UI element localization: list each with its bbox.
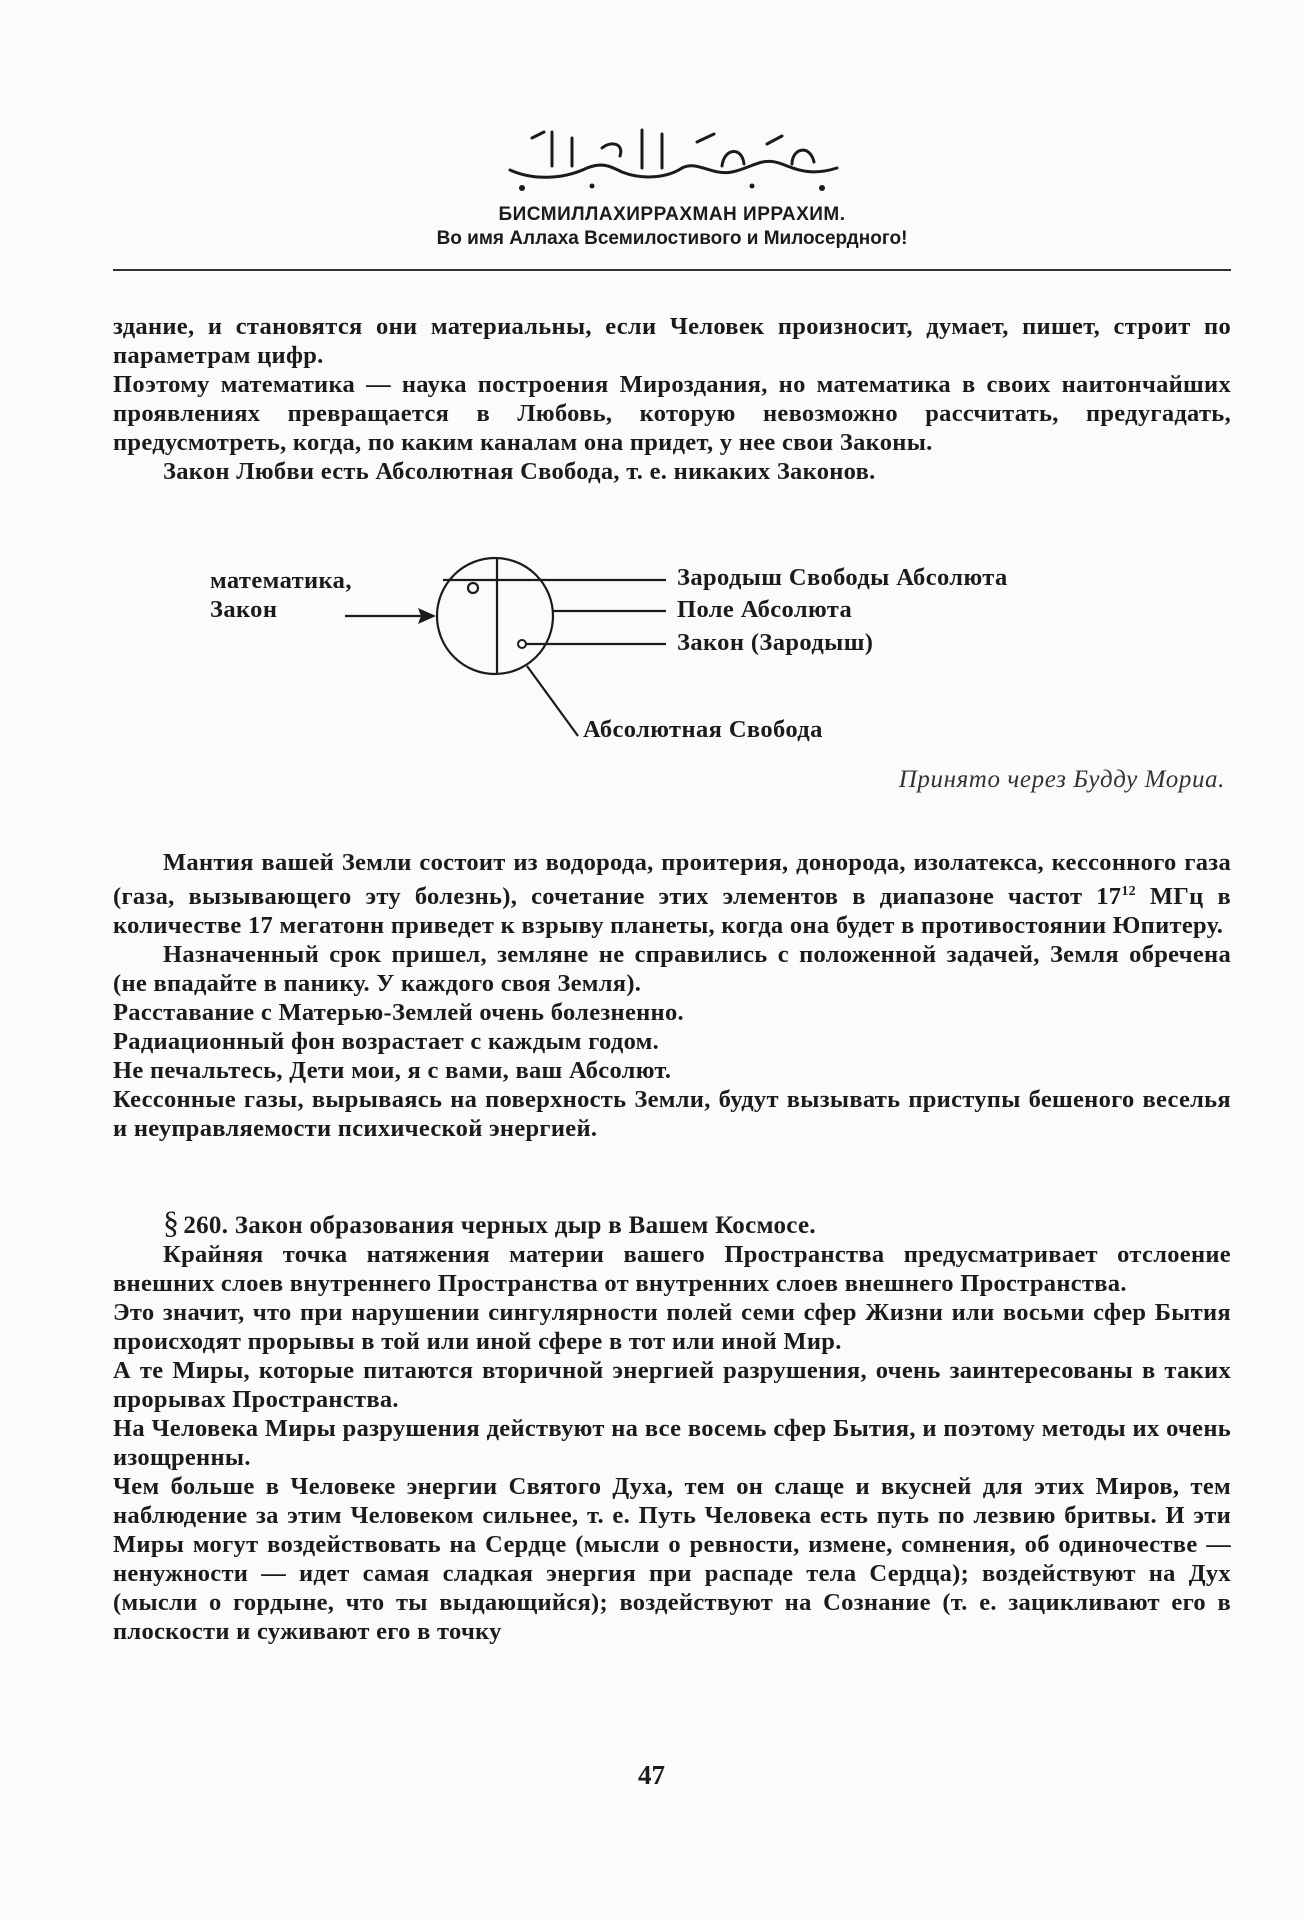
section-260 — [113, 1204, 1231, 1646]
section-symbol: § — [163, 1204, 180, 1240]
basmala-calligraphy — [492, 118, 852, 198]
paragraph: Радиационный фон возрастает с каждым годом. — [113, 1028, 660, 1056]
section-heading — [113, 1204, 1231, 1240]
paragraph: Это значит, что при нарушении сингулярности полей семи сфер Жизни или восьми сфер Бытия происходят прорывы в той или иной сфере в тот или иной Мир. — [113, 1299, 1231, 1355]
header-divider — [113, 269, 1231, 271]
text-block-intro — [113, 312, 1231, 486]
line-absolute-freedom — [527, 666, 578, 736]
header-subtitle: Во имя Аллаха Всемилостивого и Милосердного! — [436, 228, 908, 249]
superscript-exponent: 12 — [1121, 884, 1136, 899]
page-number: 47 — [638, 1760, 665, 1790]
embryo-freedom-dot — [468, 583, 478, 593]
paragraph-text: МГц в количестве 17 мегатонн приведет к взрыву планеты, когда она будет в противостоянии Юпитеру. — [113, 883, 1232, 940]
paragraph: Назначенный срок пришел, земляне не справились с положенной задачей, Земля обречена (не впадайте в панику. У каждого своя Земля). — [113, 941, 1231, 998]
attribution: Принято через Будду Мориа. — [898, 766, 1225, 793]
diagram-label-absolute-freedom: Абсолютная Свобода — [583, 716, 823, 743]
section-title: 260. Закон образования черных дыр в Вашем Космосе. — [183, 1212, 816, 1239]
paragraph: Поэтому математика — наука построения Мироздания, но математика в своих наитончайших проявлениях превращается в Любовь, которую невозможно рассчитать, предугадать, предусмотреть, когда, по каким каналам она придет, у нее свои Законы. — [113, 371, 1231, 456]
paragraph: Закон Любви есть Абсолютная Свобода, т. е. никаких Законов. — [163, 458, 876, 485]
diagram-label-embryo-freedom: Зародыш Свободы Абсолюта — [677, 564, 1008, 591]
absolute-circle — [437, 558, 553, 674]
paragraph: Крайняя точка натяжения материи вашего Пространства предусматривает отслоение внешних слоев внутреннего Пространства от внутренних слоев внешнего Пространства. — [113, 1241, 1231, 1297]
paragraph: Не печальтесь, Дети мои, я с вами, ваш Абсолют. — [113, 1057, 672, 1085]
paragraph — [113, 848, 1231, 940]
paragraph-text: Мантия вашей Земли состоит из водорода, проитерия, донорода, изолатекса, кессонного газа (газа, вызывающего эту болезнь), сочетание этих элементов в диапазоне частот 17 — [113, 849, 1231, 911]
header-title: БИСМИЛЛАХИРРАХМАН ИРРАХИМ. — [498, 204, 846, 225]
diagram-label-field-absolute: Поле Абсолюта — [677, 596, 853, 623]
law-embryo-dot — [518, 640, 526, 648]
text-block-mantle — [113, 848, 1231, 1143]
page-header — [113, 118, 1231, 250]
paragraph: Кессонные газы, вырываясь на поверхность Земли, будут вызывать приступы бешеного веселья и неуправляемости психической энергией. — [113, 1086, 1231, 1143]
paragraph: Расставание с Матерью-Землей очень болезненно. — [113, 999, 684, 1027]
diagram-label-law-embryo: Закон (Зародыш) — [677, 629, 874, 656]
paragraph: Чем больше в Человеке энергии Святого Духа, тем он слаще и вкусней для этих Миров, тем наблюдение за этим Человеком сильнее, т. е. Путь Человека есть путь по лезвию бритвы. И эти Миры могут воздействовать на Сердце (мысли о ревности, измене, сомнения, об одиночестве — ненужности — идет самая сладкая энергия при распаде тела Сердца); воздействуют на Дух (мысли о гордыне, что ты выдающийся); воздействуют на Сознание (т. е. зацикливают его в плоскости и суживают его в точку — [113, 1473, 1231, 1645]
paragraph: На Человека Миры разрушения действуют на все восемь сфер Бытия, и поэтому методы их очень изощренны. — [113, 1415, 1231, 1471]
paragraph: здание, и становятся они материальны, если Человек произносит, думает, пишет, строит по параметрам цифр. — [113, 313, 1231, 369]
diagram-input-label-2: Закон — [210, 596, 278, 623]
absolute-diagram — [0, 540, 1303, 770]
paragraph: А те Миры, которые питаются вторичной энергией разрушения, очень заинтересованы в таких прорывах Пространства. — [113, 1357, 1231, 1413]
diagram-input-label-1: математика, — [210, 567, 352, 594]
